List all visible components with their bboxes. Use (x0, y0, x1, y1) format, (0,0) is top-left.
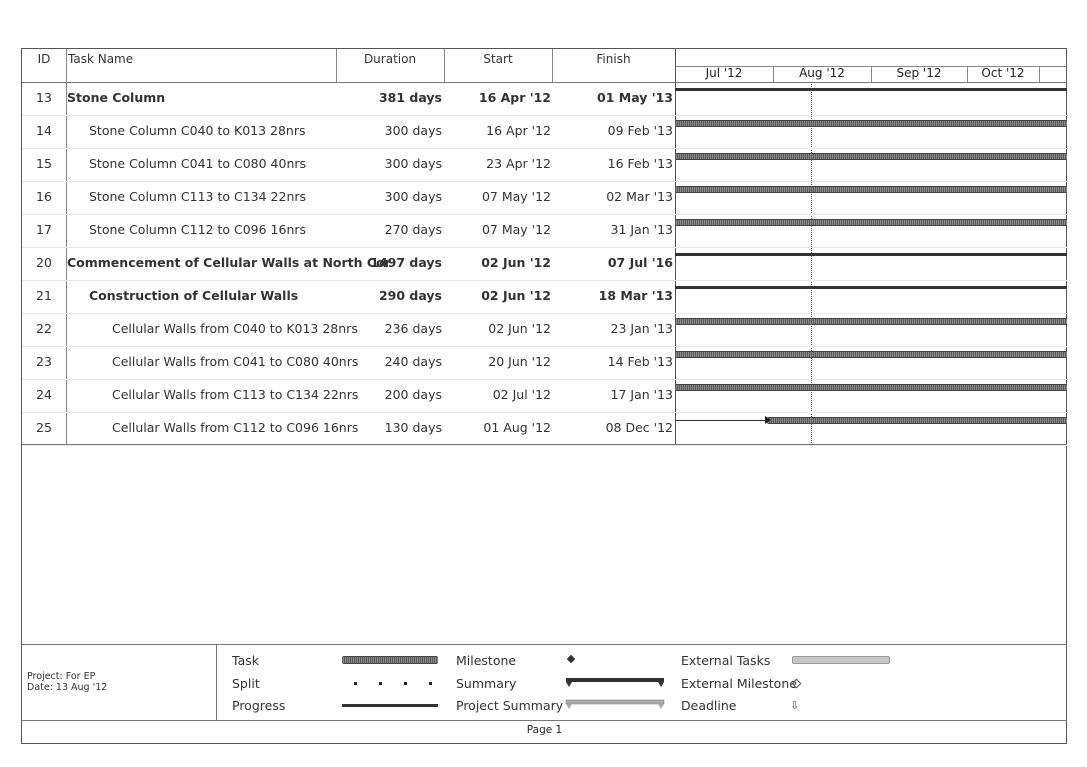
row-start: 07 May '12 (481, 189, 551, 204)
legend-progress-label: Progress (232, 698, 286, 713)
row-start: 02 Jun '12 (481, 288, 551, 303)
row-start: 16 Apr '12 (478, 90, 551, 105)
row-start: 16 Apr '12 (486, 123, 551, 138)
col-divider (336, 49, 337, 82)
dependency-link (675, 420, 767, 421)
legend-deadline-label: Deadline (681, 698, 737, 713)
gantt-page (21, 48, 1067, 744)
row-id: 24 (36, 387, 52, 402)
legend-top-border (22, 644, 1067, 645)
legend-project-summary-bar (566, 700, 664, 710)
header-task-name: Task Name (68, 52, 134, 66)
table-row (22, 280, 675, 313)
row-task-name: Commencement of Cellular Walls at North Cor (67, 255, 391, 270)
row-id: 15 (36, 156, 52, 171)
legend-progress-bar (342, 704, 438, 707)
legend-external-task-bar (792, 656, 890, 664)
legend-external-milestone-label: External Milestone (681, 676, 797, 691)
row-start: 02 Jun '12 (481, 255, 551, 270)
project-name: Project: For EP (27, 671, 96, 682)
legend-task-bar (342, 656, 438, 664)
row-duration: 130 days (384, 420, 442, 435)
row-id: 16 (36, 189, 52, 204)
row-duration: 300 days (384, 189, 442, 204)
deadline-arrow-icon: ⇩ (790, 699, 800, 712)
legend-summary-label: Summary (456, 676, 517, 691)
col-divider (444, 49, 445, 82)
row-id: 13 (36, 90, 52, 105)
timescale-tick (967, 66, 968, 82)
row-start: 02 Jul '12 (492, 387, 551, 402)
row-task-name: Stone Column C041 to C080 40nrs (89, 156, 307, 171)
row-id: 21 (36, 288, 52, 303)
project-info (27, 671, 107, 693)
row-start: 23 Apr '12 (486, 156, 551, 171)
legend-task-label: Task (232, 653, 259, 668)
table-row (22, 247, 675, 280)
table-row (22, 181, 675, 214)
row-task-name: Cellular Walls from C112 to C096 16nrs (112, 420, 359, 435)
row-task-name: Cellular Walls from C041 to C080 40nrs (112, 354, 359, 369)
row-duration: 270 days (384, 222, 442, 237)
page-number: Page 1 (526, 724, 563, 736)
row-finish: 18 Mar '13 (598, 288, 673, 303)
row-finish: 31 Jan '13 (610, 222, 673, 237)
milestone-diamond-icon (567, 655, 575, 663)
table-row (22, 346, 675, 379)
timescale-month-sep: Sep '12 (896, 66, 942, 80)
col-divider (552, 49, 553, 82)
table-row (22, 115, 675, 148)
legend-external-tasks-label: External Tasks (681, 653, 771, 668)
gantt-task-bar[interactable] (675, 120, 1067, 127)
row-task-name: Stone Column C040 to K013 28nrs (89, 123, 306, 138)
header-duration: Duration (363, 52, 417, 66)
gantt-task-bar[interactable] (675, 153, 1067, 160)
timescale-tick (1039, 66, 1040, 82)
row-id: 25 (36, 420, 52, 435)
row-task-name: Stone Column C113 to C134 22nrs (89, 189, 307, 204)
timescale-month-aug: Aug '12 (799, 66, 845, 80)
row-duration: 236 days (384, 321, 442, 336)
table-row (22, 214, 675, 247)
table-row (22, 148, 675, 181)
gantt-summary-bar[interactable] (675, 286, 1067, 289)
table-bottom-border (22, 444, 1067, 445)
row-id: 22 (36, 321, 52, 336)
timescale-month-jul: Jul '12 (705, 66, 743, 80)
row-duration: 300 days (384, 156, 442, 171)
table-row (22, 412, 675, 445)
row-separator (22, 445, 1067, 446)
gantt-task-bar[interactable] (767, 417, 1067, 424)
row-finish: 02 Mar '13 (606, 189, 673, 204)
row-id: 17 (36, 222, 52, 237)
row-task-name: Stone Column (67, 90, 166, 105)
legend-bottom-border (22, 720, 1067, 721)
table-row (22, 313, 675, 346)
row-task-name: Construction of Cellular Walls (89, 288, 299, 303)
header-finish: Finish (596, 52, 631, 66)
row-start: 20 Jun '12 (488, 354, 551, 369)
table-row (22, 379, 675, 412)
row-duration: 381 days (378, 90, 442, 105)
row-finish: 17 Jan '13 (610, 387, 673, 402)
row-duration: 290 days (378, 288, 442, 303)
row-duration: 240 days (384, 354, 442, 369)
legend-split-dots (342, 682, 442, 686)
legend-divider (216, 644, 217, 720)
gantt-task-bar[interactable] (675, 219, 1067, 226)
row-task-name: Cellular Walls from C113 to C134 22nrs (112, 387, 359, 402)
row-finish: 16 Feb '13 (607, 156, 673, 171)
row-finish: 08 Dec '12 (605, 420, 673, 435)
gantt-summary-bar[interactable] (675, 253, 1067, 256)
legend-project-summary-label: Project Summary (456, 698, 564, 713)
row-start: 01 Aug '12 (483, 420, 551, 435)
legend-split-label: Split (232, 676, 260, 691)
header-id: ID (37, 52, 51, 66)
row-duration: 200 days (384, 387, 442, 402)
row-task-name: Stone Column C112 to C096 16nrs (89, 222, 307, 237)
timescale-tick (773, 66, 774, 82)
gantt-summary-bar[interactable] (675, 88, 1067, 91)
gantt-task-bar[interactable] (675, 318, 1067, 325)
row-finish: 01 May '13 (597, 90, 673, 105)
row-task-name: Cellular Walls from C040 to K013 28nrs (112, 321, 358, 336)
table-row (22, 82, 675, 115)
row-start: 02 Jun '12 (488, 321, 551, 336)
row-finish: 07 Jul '16 (607, 255, 673, 270)
row-start: 07 May '12 (481, 222, 551, 237)
header-start: Start (483, 52, 513, 66)
row-finish: 14 Feb '13 (607, 354, 673, 369)
gantt-task-bar[interactable] (675, 186, 1067, 193)
gantt-task-bar[interactable] (675, 384, 1067, 391)
gantt-task-bar[interactable] (675, 351, 1067, 358)
row-finish: 09 Feb '13 (607, 123, 673, 138)
dependency-arrow-icon (765, 416, 771, 424)
row-finish: 23 Jan '13 (610, 321, 673, 336)
legend-summary-bar (566, 678, 664, 688)
row-duration: 1497 days (370, 255, 442, 270)
project-date: Date: 13 Aug '12 (27, 682, 108, 693)
timescale-month-oct: Oct '12 (981, 66, 1025, 80)
row-id: 20 (36, 255, 52, 270)
row-duration: 300 days (384, 123, 442, 138)
row-id: 14 (36, 123, 52, 138)
legend-milestone-label: Milestone (456, 653, 517, 668)
timescale-tick (871, 66, 872, 82)
row-id: 23 (36, 354, 52, 369)
